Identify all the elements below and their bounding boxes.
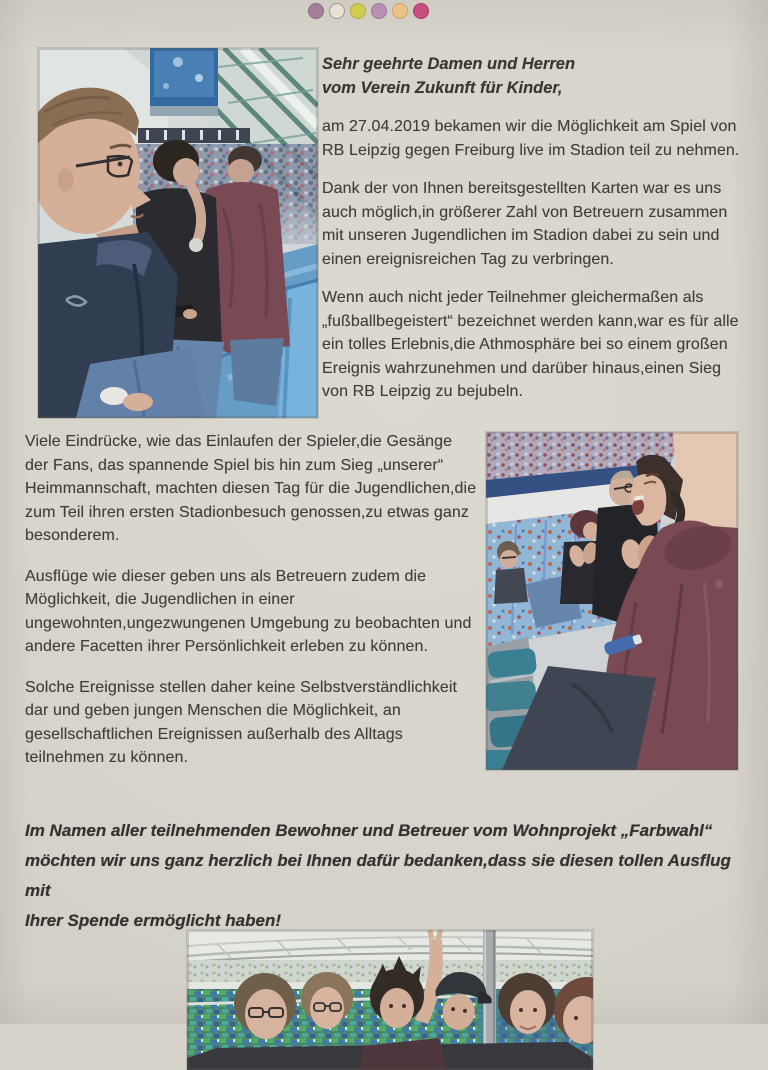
- paragraph-caretakers: Ausflüge wie dieser geben uns als Betreuern zudem die Möglichkeit, die Jugendlichen in einer ungewohnten,ungezwungenen Umgebung zu beobachten und andere Facetten ihrer Persönlichkeit erleben zu können.: [25, 567, 472, 655]
- closing-line-3: Ihrer Spende ermöglicht haben!: [25, 911, 281, 930]
- photo-stadium-tribune-graphic: [38, 48, 318, 418]
- color-dot-magenta: [413, 3, 429, 19]
- photo-group-graphic: [187, 930, 593, 1070]
- photo-stadium-tribune: [38, 48, 318, 418]
- paragraph-not-granted: Solche Ereignisse stellen daher keine Selbstverständlichkeit dar und geben jungen Menschen die Möglichkeit, an gesellschaftlichen Ereignissen außerhalb des Alltags teilnehmen zu können.: [25, 678, 458, 766]
- photo-group: [187, 930, 593, 1070]
- intro-paragraphs: [322, 115, 750, 404]
- photo-cheering-girl-graphic: [486, 432, 738, 770]
- salutation-line-2: vom Verein Zukunft für Kinder,: [322, 79, 563, 97]
- closing-paragraph: [25, 816, 759, 936]
- color-dots-strip: [308, 3, 429, 19]
- letter-intro-column: [322, 52, 750, 419]
- color-dot-peach: [392, 3, 408, 19]
- salutation: [322, 52, 750, 100]
- color-dot-lilac: [371, 3, 387, 19]
- photo-cheering-girl: [486, 432, 738, 770]
- closing-line-2: möchten wir uns ganz herzlich bei Ihnen dafür bedanken,dass sie diesen tollen Ausflug mit: [25, 851, 731, 900]
- salutation-line-1: Sehr geehrte Damen und Herren: [322, 55, 576, 73]
- color-dot-mauve: [308, 3, 324, 19]
- color-dot-chartreuse: [350, 3, 366, 19]
- color-dot-ivory: [329, 3, 345, 19]
- letter-body-column: [25, 430, 477, 787]
- paragraph-atmosphere: Wenn auch nicht jeder Teilnehmer gleichermaßen als „fußballbegeistert“ bezeichnet werden kann,war es für alle ein tolles Erlebnis,die Athmosphäre bei so einem großen Ereignis wahrzunehmen und darüber hinaus,einen Sieg von RB Leipzig zu bejubeln.: [322, 289, 739, 400]
- closing-line-1: Im Namen aller teilnehmenden Bewohner und Betreuer vom Wohnprojekt „Farbwahl“: [25, 821, 713, 840]
- paragraph-impressions: Viele Eindrücke, wie das Einlaufen der Spieler,die Gesänge der Fans, das spannende Spiel bis hin zum Sieg „unserer“ Heimmannschaft, machten diesen Tag für die Jugendlichen,die zum Teil ihren ersten Stadionbesuch genossen,zu etwas ganz besonderem.: [25, 433, 477, 544]
- paragraph-thanks-tickets: Dank der von Ihnen bereitsgestellten Karten war es uns auch möglich,in größerer Zahl von Betreuern zusammen mit unseren Jugendlichen im Stadion dabei zu sein und einen ereignisreichen Tag zu verbringen.: [322, 180, 728, 268]
- paragraph-date-intro: am 27.04.2019 bekamen wir die Möglichkeit am Spiel von RB Leipzig gegen Freiburg live im Stadion teil zu nehmen.: [322, 118, 740, 159]
